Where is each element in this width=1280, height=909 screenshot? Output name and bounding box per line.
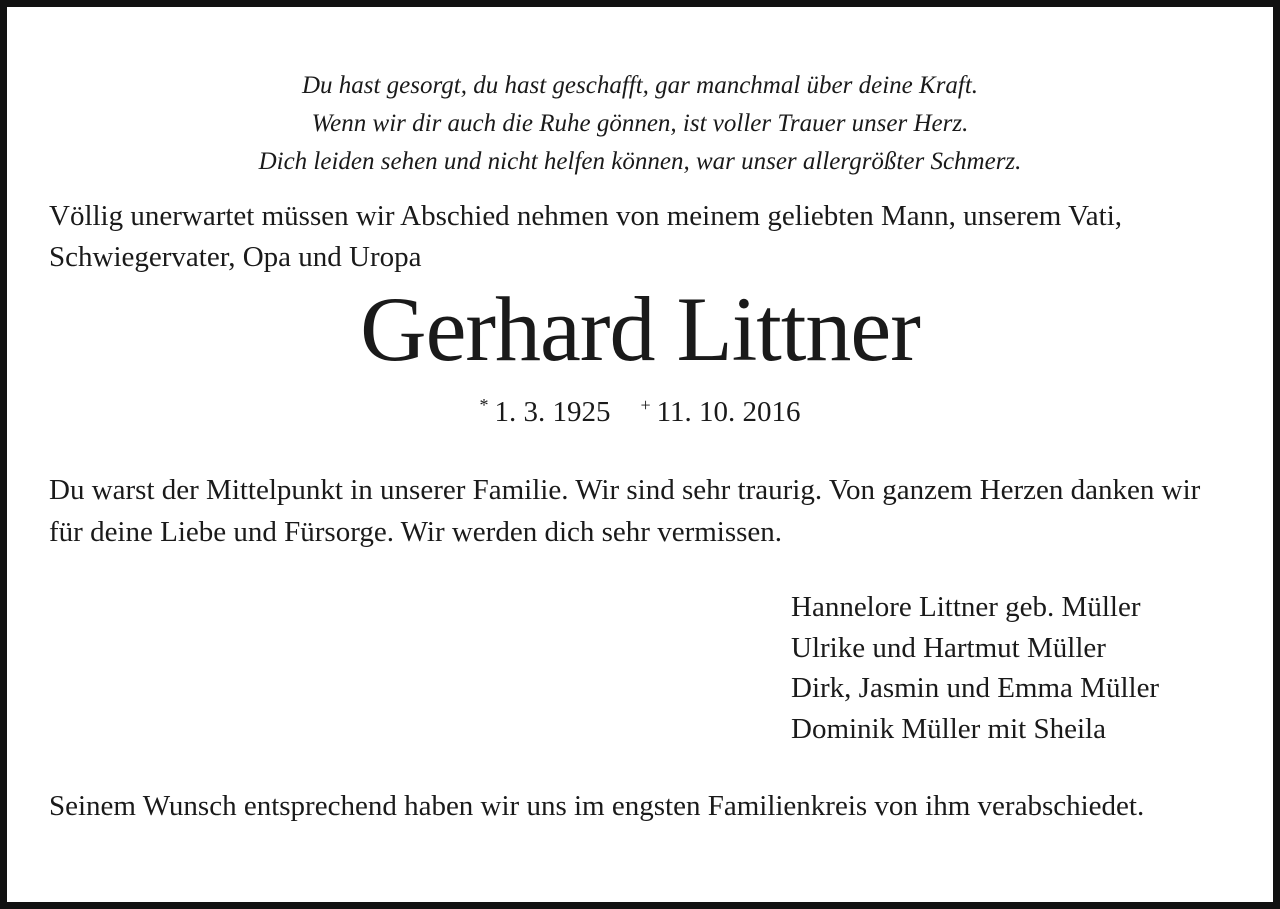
death-date: 11. 10. 2016 [656,396,801,428]
birth-date: 1. 3. 1925 [494,396,611,428]
intro-text: Völlig unerwartet müssen wir Abschied nehmen von meinem geliebten Mann, unserem Vati, Schwiegervater, Opa und Uropa [49,200,1123,273]
tribute-text: Du warst der Mittelpunkt in unserer Familie. Wir sind sehr traurig. Von ganzem Herzen danken wir für deine Liebe und Fürsorge. Wir werden dich sehr vermissen. [49,474,1201,548]
deceased-name: Gerhard Littner [360,278,920,380]
verse-line: Du hast gesorgt, du hast geschafft, gar manchmal über deine Kraft. [301,72,979,99]
closing-text: Seinem Wunsch entsprechend haben wir uns im engsten Familienkreis von ihm verabschiedet. [49,790,1145,822]
life-dates [7,385,1273,432]
signature-line: Dominik Müller mit Sheila [791,712,1106,745]
verse-line: Dich leiden sehen und nicht helfen können, war unser allergrößter Schmerz. [258,148,1022,175]
verse-line: Wenn wir dir auch die Ruhe gönnen, ist voller Trauer unser Herz. [311,110,969,137]
memorial-verse [7,67,1273,181]
death-symbol: + [640,395,651,415]
signature-line: Ulrike und Hartmut Müller [791,631,1106,664]
signatures-list [791,587,1251,749]
signature-line: Hannelore Littner geb. Müller [791,591,1141,623]
signature-line: Dirk, Jasmin und Emma Müller [791,672,1160,704]
birth-symbol: * [479,395,489,415]
